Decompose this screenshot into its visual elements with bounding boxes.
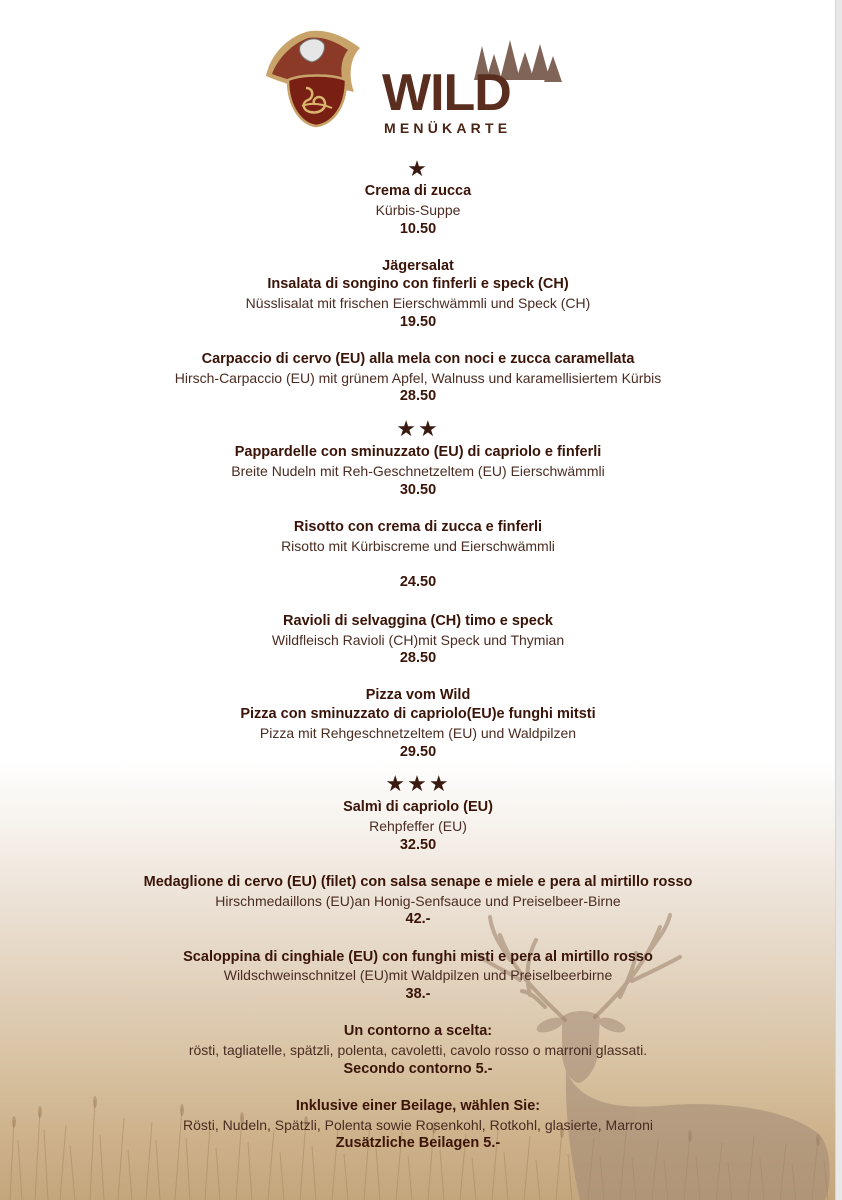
dish-title: Ravioli di selvaggina (CH) timo e speck (283, 613, 553, 629)
dish-description: Kürbis-Suppe (375, 202, 461, 218)
svg-text:WILD: WILD (382, 64, 511, 112)
dish-price: 19.50 (399, 314, 437, 330)
dish-pretitle: Pizza vom Wild (365, 687, 471, 703)
dish-description: Hirschmedaillons (EU)an Honig-Senfsauce und Preiselbeer-Birne (215, 893, 621, 909)
dish-description: Risotto mit Kürbiscreme und Eierschwämmli (281, 538, 555, 554)
dish-price: 28.50 (399, 388, 437, 404)
dish-price: 29.50 (399, 744, 437, 760)
dish-pretitle: Jägersalat (382, 258, 454, 274)
dish-description: Breite Nudeln mit Reh-Geschnetzeltem (EU) Eierschwämmli (231, 463, 605, 479)
dish-description: Wildfleisch Ravioli (CH)mit Speck und Thymian (271, 632, 565, 648)
dish-price: 42.- (405, 911, 431, 927)
dish-title: Medaglione di cervo (EU) (filet) con salsa senape e miele e pera al mirtillo rosso (143, 874, 693, 890)
dish-price: 24.50 (399, 574, 437, 590)
sides-extra-price: Secondo contorno 5.- (343, 1061, 493, 1077)
dish-title: Carpaccio di cervo (EU) alla mela con noci e zucca caramellata (201, 351, 635, 367)
three-star-section-marker: ★★★ (385, 771, 451, 796)
dish-price: 28.50 (399, 650, 437, 666)
dish-title: Risotto con crema di zucca e finferli (293, 519, 543, 535)
sides-description: Rösti, Nudeln, Spätzli, Polenta sowie Rosenkohl, Rotkohl, glasierte, Marroni (182, 1117, 653, 1133)
menu-subtitle: MENÜKARTE (384, 120, 512, 136)
one-star-section-marker: ★ (407, 156, 429, 181)
dish-title: Insalata di songino con finferli e speck (CH) (267, 276, 569, 292)
dish-title: Salmì di capriolo (EU) (343, 799, 493, 815)
page-edge-scrollbar (835, 0, 842, 1200)
restaurant-logo (262, 28, 572, 138)
dish-price: 30.50 (399, 482, 437, 498)
dish-description: Pizza mit Rehgeschnetzeltem (EU) und Waldpilzen (259, 725, 577, 741)
crest-icon (262, 28, 366, 128)
dish-title: Pappardelle con sminuzzato (EU) di capriolo e finferli (234, 444, 602, 460)
dish-title: Scaloppina di cinghiale (EU) con funghi misti e pera al mirtillo rosso (183, 949, 653, 965)
dish-description: Hirsch-Carpaccio (EU) mit grünem Apfel, Walnuss und karamellisiertem Kürbis (174, 370, 662, 386)
sides-description: rösti, tagliatelle, spätzli, polenta, cavoletti, cavolo rosso o marroni glassati. (188, 1042, 648, 1058)
dish-description: Nüsslisalat mit frischen Eierschwämmli und Speck (CH) (245, 295, 591, 311)
sides-title: Un contorno a scelta: (343, 1023, 493, 1039)
dish-title: Crema di zucca (364, 183, 472, 199)
dish-price: 32.50 (399, 837, 437, 853)
sides-extra-price: Zusätzliche Beilagen 5.- (335, 1135, 501, 1151)
wild-wordmark-logo (382, 40, 562, 112)
dish-price: 10.50 (399, 221, 437, 237)
two-star-section-marker: ★★ (396, 416, 440, 441)
dish-description: Rehpfeffer (EU) (369, 818, 467, 834)
dish-title: Pizza con sminuzzato di capriolo(EU)e funghi mitsti (240, 706, 596, 722)
dish-description: Wildschweinschnitzel (EU)mit Waldpilzen und Preiselbeerbirne (223, 967, 613, 983)
dish-price: 38.- (405, 986, 431, 1002)
sides-title: Inklusive einer Beilage, wählen Sie: (295, 1098, 541, 1114)
